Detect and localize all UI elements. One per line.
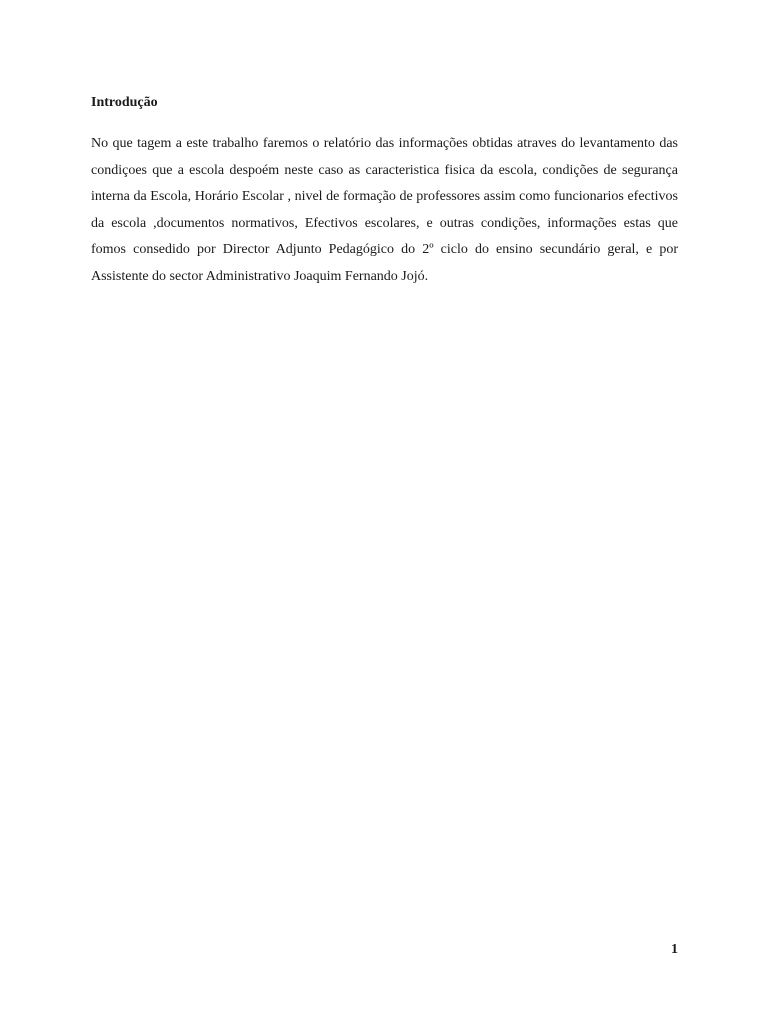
page-number: 1 — [671, 942, 678, 957]
section-heading: Introdução — [91, 95, 158, 110]
intro-paragraph: No que tagem a este trabalho faremos o relatório das informações obtidas atraves do levantamento das condiçoes que a escola despoém neste caso as caracteristica fisica da escola, condições de segurança interna da Escola, Horário Escolar , nivel de formação de professores assim como funcionarios efectivos da escola ,documentos normativos, Efectivos escolares, e outras condições, informações estas que fomos consedido por Director Adjunto Pedagógico do 2º ciclo do ensino secundário geral, e por Assistente do sector Administrativo Joaquim Fernando Jojó. — [91, 136, 678, 284]
